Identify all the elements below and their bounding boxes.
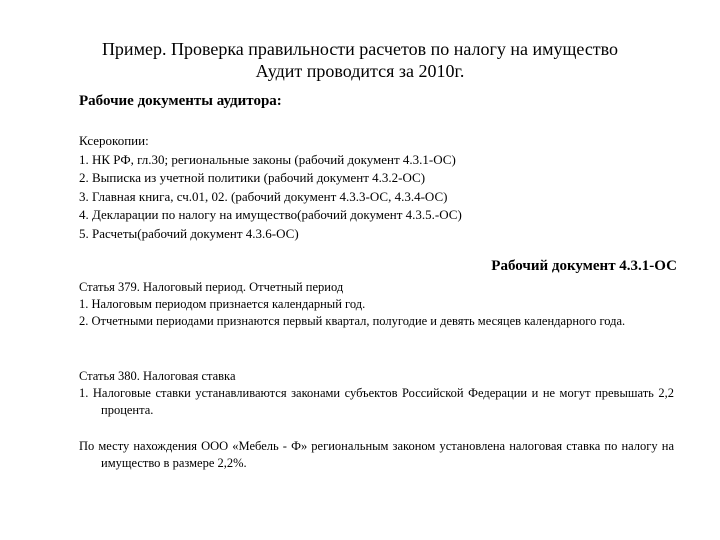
list-intro: Ксерокопии: xyxy=(79,133,149,148)
page-title xyxy=(60,38,660,82)
list-item: 4. Декларации по налогу на имущество(рабочий документ 4.3.5.-ОС) xyxy=(79,207,462,222)
conclusion xyxy=(79,438,674,472)
article-379 xyxy=(79,279,674,330)
article-380-title: Статья 380. Налоговая ставка xyxy=(79,369,236,383)
article-380-item: 1. Налоговые ставки устанавливаются законами субъектов Российской Федерации и не могут превышать 2,2 процента. xyxy=(79,386,674,417)
list-item: 2. Выписка из учетной политики (рабочий документ 4.3.2-ОС) xyxy=(79,170,426,185)
article-379-item: 1. Налоговым периодом признается календарный год. xyxy=(79,297,366,311)
list-item: 5. Расчеты(рабочий документ 4.3.6-ОС) xyxy=(79,225,299,241)
auditor-docs-list xyxy=(79,132,679,243)
title-line-2: Аудит проводится за 2010г. xyxy=(255,61,465,81)
auditor-docs-heading: Рабочие документы аудитора: xyxy=(79,93,282,109)
work-doc-heading: Рабочий документ 4.3.1-ОС xyxy=(491,258,677,274)
list-item: 1. НК РФ, гл.30; региональные законы (рабочий документ 4.3.1-ОС) xyxy=(79,151,456,167)
article-380 xyxy=(79,368,674,419)
conclusion-text: По месту нахождения ООО «Мебель - Ф» региональным законом установлена налоговая ставка по налогу на имущество в размере 2,2%. xyxy=(79,439,674,470)
article-379-title: Статья 379. Налоговый период. Отчетный период xyxy=(79,280,344,294)
list-item: 3. Главная книга, сч.01, 02. (рабочий документ 4.3.3-ОС, 4.3.4-ОС) xyxy=(79,188,448,204)
article-379-item: 2. Отчетными периодами признаются первый квартал, полугодие и девять месяцев календарного года. xyxy=(79,314,626,328)
title-line-1: Пример. Проверка правильности расчетов по налогу на имущество xyxy=(101,39,619,59)
